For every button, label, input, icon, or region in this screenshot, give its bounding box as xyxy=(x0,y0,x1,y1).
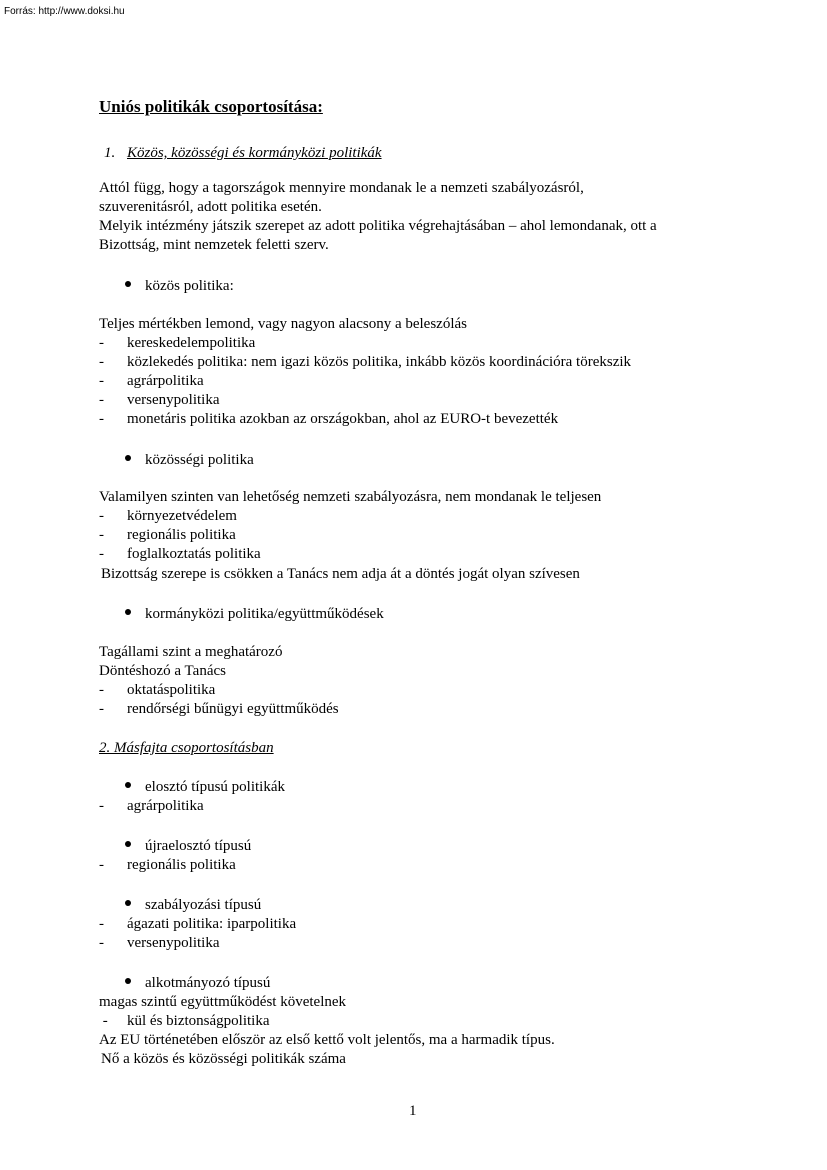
bullet-label: kormányközi politika/együttműködések xyxy=(145,606,384,622)
intergov-desc: Tagállami szint a meghatározó xyxy=(99,644,283,660)
list-item: - monetáris politika azokban az országokban, ahol az EURO-t bevezették xyxy=(99,411,559,427)
list-item: - agrárpolitika xyxy=(99,798,204,814)
bullet-icon xyxy=(125,900,131,906)
closing-line: Nő a közös és közösségi politikák száma xyxy=(101,1051,346,1067)
intro-line: szuverenitásról, adott politika esetén. xyxy=(99,199,322,215)
list-item: - foglalkoztatás politika xyxy=(99,546,261,562)
bullet-icon xyxy=(125,978,131,984)
list-item: - környezetvédelem xyxy=(99,508,237,524)
bullet-common xyxy=(125,277,234,296)
page-number: 1 xyxy=(409,1103,417,1119)
bullet-label: újraelosztó típusú xyxy=(145,838,252,854)
bullet-label: közösségi politika xyxy=(145,452,254,468)
list-item: - regionális politika xyxy=(99,857,236,873)
list-item: - regionális politika xyxy=(99,527,236,543)
list-item: - oktatáspolitika xyxy=(99,682,216,698)
list-item: - versenypolitika xyxy=(99,935,220,951)
bullet-label: szabályozási típusú xyxy=(145,897,262,913)
intro-line: Bizottság, mint nemzetek feletti szerv. xyxy=(99,237,329,253)
bullet-icon xyxy=(125,455,131,461)
common-desc: Teljes mértékben lemond, vagy nagyon alacsony a beleszólás xyxy=(99,316,467,332)
bullet-label: közös politika: xyxy=(145,278,234,294)
section2-heading: 2. Másfajta csoportosításban xyxy=(99,740,274,756)
list-item: - rendőrségi bűnügyi együttműködés xyxy=(99,701,339,717)
intro-line: Attól függ, hogy a tagországok mennyire mondanak le a nemzeti szabályozásról, xyxy=(99,180,584,196)
list-item: - ágazati politika: iparpolitika xyxy=(99,916,297,932)
bullet-icon xyxy=(125,841,131,847)
closing-line: Az EU történetében először az első kettő volt jelentős, ma a harmadik típus. xyxy=(99,1032,555,1048)
bullet-icon xyxy=(125,281,131,287)
bullet-icon xyxy=(125,782,131,788)
bullet-constitutional xyxy=(125,974,270,993)
intro-line: Melyik intézmény játszik szerepet az adott politika végrehajtásában – ahol lemondanak, ott a xyxy=(99,218,657,234)
bullet-label: alkotmányozó típusú xyxy=(145,975,271,991)
list-item: - közlekedés politika: nem igazi közös politika, inkább közös koordinációra törekszik xyxy=(99,354,632,370)
list-item: - versenypolitika xyxy=(99,392,220,408)
section1-heading xyxy=(104,144,382,163)
community-note: Bizottság szerepe is csökken a Tanács nem adja át a döntés jogát olyan szívesen xyxy=(101,566,580,582)
bullet-redistributive xyxy=(125,837,251,856)
intergov-desc: Döntéshozó a Tanács xyxy=(99,663,226,679)
bullet-intergov xyxy=(125,605,384,624)
list-item: - kül és biztonságpolitika xyxy=(99,1013,270,1029)
section1-title: Közös, közösségi és kormányközi politikák xyxy=(127,145,382,161)
constitutional-desc: magas szintű együttműködést követelnek xyxy=(99,994,347,1010)
list-item: - agrárpolitika xyxy=(99,373,204,389)
bullet-icon xyxy=(125,609,131,615)
list-item: - kereskedelempolitika xyxy=(99,335,256,351)
community-desc: Valamilyen szinten van lehetőség nemzeti szabályozásra, nem mondanak le teljesen xyxy=(99,489,602,505)
bullet-label: elosztó típusú politikák xyxy=(145,779,285,795)
bullet-distributive xyxy=(125,778,285,797)
source-url: Forrás: http://www.doksi.hu xyxy=(4,6,125,17)
section1-number: 1. xyxy=(104,145,116,161)
bullet-regulatory xyxy=(125,896,261,915)
bullet-community xyxy=(125,451,254,470)
document-title: Uniós politikák csoportosítása: xyxy=(99,97,323,116)
